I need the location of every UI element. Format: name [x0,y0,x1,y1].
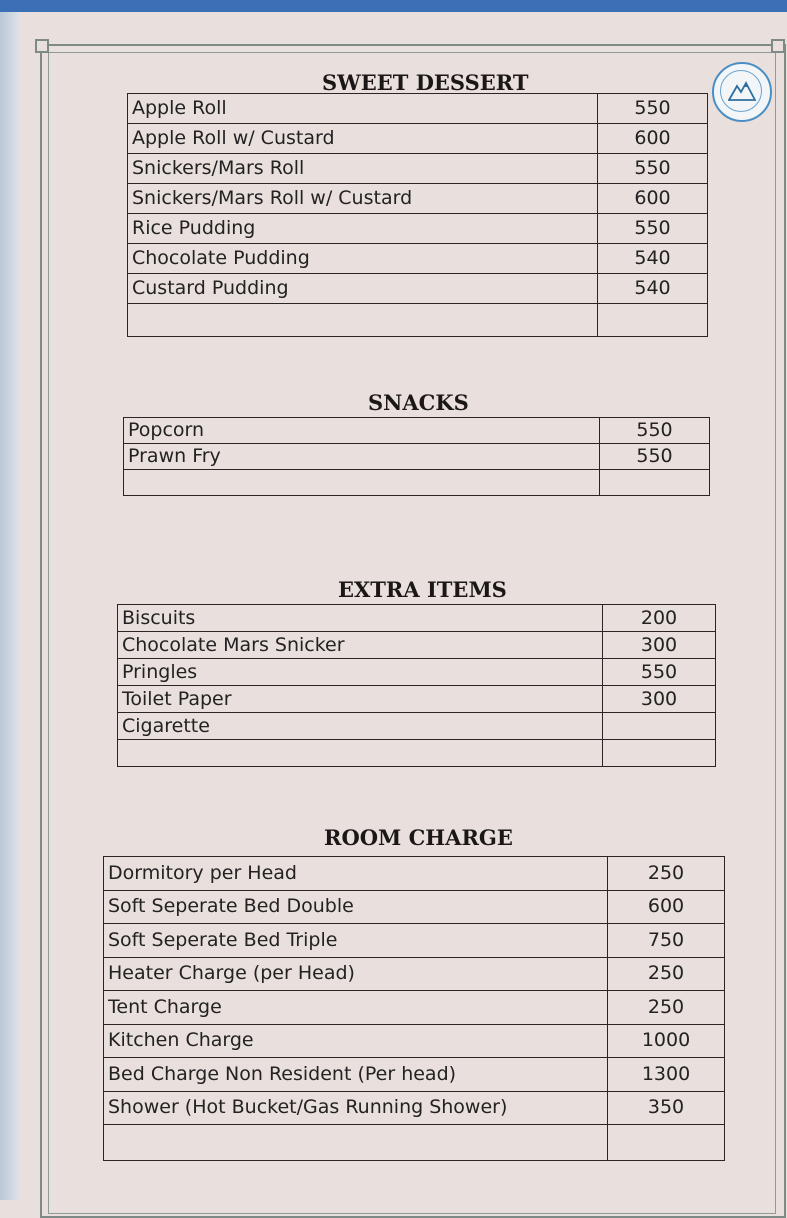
section-title-sweet-dessert: SWEET DESSERT [322,70,529,95]
table-row [118,605,716,632]
menu-item-price: 250 [608,857,725,891]
table-row [104,957,725,991]
table-row [118,632,716,659]
menu-item-price [603,713,716,740]
menu-item-name: Toilet Paper [118,686,603,713]
table-row [128,154,708,184]
menu-item-price: 200 [603,605,716,632]
menu-item-name: Chocolate Mars Snicker [118,632,603,659]
menu-item-price: 1300 [608,1058,725,1092]
table-row [128,94,708,124]
menu-item-name: Rice Pudding [128,214,598,244]
table-row [124,470,710,496]
table-row [104,1125,725,1161]
table-row [104,1058,725,1092]
table-row [118,686,716,713]
menu-item-price: 550 [600,444,710,470]
menu-item-name: Apple Roll [128,94,598,124]
menu-item-price: 350 [608,1091,725,1125]
menu-item-price [600,470,710,496]
table-row [104,1091,725,1125]
table-row [128,214,708,244]
menu-item-name: Apple Roll w/ Custard [128,124,598,154]
menu-item-price [608,1125,725,1161]
menu-item-price: 1000 [608,1024,725,1058]
menu-item-price: 540 [598,274,708,304]
table-row [128,184,708,214]
menu-item-price: 750 [608,924,725,958]
section-title-room-charge: ROOM CHARGE [324,825,513,850]
menu-item-price: 550 [598,94,708,124]
menu-item-name: Bed Charge Non Resident (Per head) [104,1058,608,1092]
menu-item-name [104,1125,608,1161]
left-edge-shade [0,12,20,1200]
menu-item-price: 540 [598,244,708,274]
menu-item-name: Soft Seperate Bed Double [104,890,608,924]
table-row [104,991,725,1025]
menu-item-price: 600 [608,890,725,924]
menu-item-name: Tent Charge [104,991,608,1025]
table-row [118,659,716,686]
table-row [118,740,716,767]
room-charge-table [103,856,725,1161]
menu-item-name: Snickers/Mars Roll w/ Custard [128,184,598,214]
menu-item-price [603,740,716,767]
menu-item-name: Dormitory per Head [104,857,608,891]
menu-item-name: Biscuits [118,605,603,632]
menu-item-price: 300 [603,686,716,713]
menu-item-price: 250 [608,957,725,991]
menu-item-name [118,740,603,767]
menu-item-name: Shower (Hot Bucket/Gas Running Shower) [104,1091,608,1125]
menu-item-price: 600 [598,184,708,214]
menu-item-name: Custard Pudding [128,274,598,304]
table-row [104,924,725,958]
menu-item-name: Heater Charge (per Head) [104,957,608,991]
menu-item-name: Snickers/Mars Roll [128,154,598,184]
menu-item-name: Popcorn [124,418,600,444]
table-row [118,713,716,740]
table-row [104,890,725,924]
snacks-table [123,417,710,496]
menu-item-name: Prawn Fry [124,444,600,470]
menu-item-name: Cigarette [118,713,603,740]
menu-item-name [128,304,598,337]
sweet-dessert-table [127,93,708,337]
table-row [128,124,708,154]
border-corner-ornament [771,39,785,53]
table-row [128,304,708,337]
table-row [104,857,725,891]
section-title-extra-items: EXTRA ITEMS [338,577,507,602]
menu-item-price: 550 [598,154,708,184]
table-row [124,444,710,470]
section-title-snacks: SNACKS [368,390,469,415]
menu-item-name: Pringles [118,659,603,686]
extra-items-table [117,604,716,767]
menu-item-price [598,304,708,337]
menu-item-price: 550 [603,659,716,686]
menu-item-name: Kitchen Charge [104,1024,608,1058]
table-row [128,244,708,274]
mountain-seal-logo-icon [712,62,772,122]
border-corner-ornament [35,39,49,53]
menu-item-price: 550 [598,214,708,244]
menu-item-price: 550 [600,418,710,444]
menu-item-price: 300 [603,632,716,659]
table-row [124,418,710,444]
menu-item-name: Chocolate Pudding [128,244,598,274]
menu-item-name: Soft Seperate Bed Triple [104,924,608,958]
table-row [128,274,708,304]
top-edge-strip [0,0,787,12]
table-row [104,1024,725,1058]
menu-item-price: 600 [598,124,708,154]
menu-item-name [124,470,600,496]
menu-item-price: 250 [608,991,725,1025]
